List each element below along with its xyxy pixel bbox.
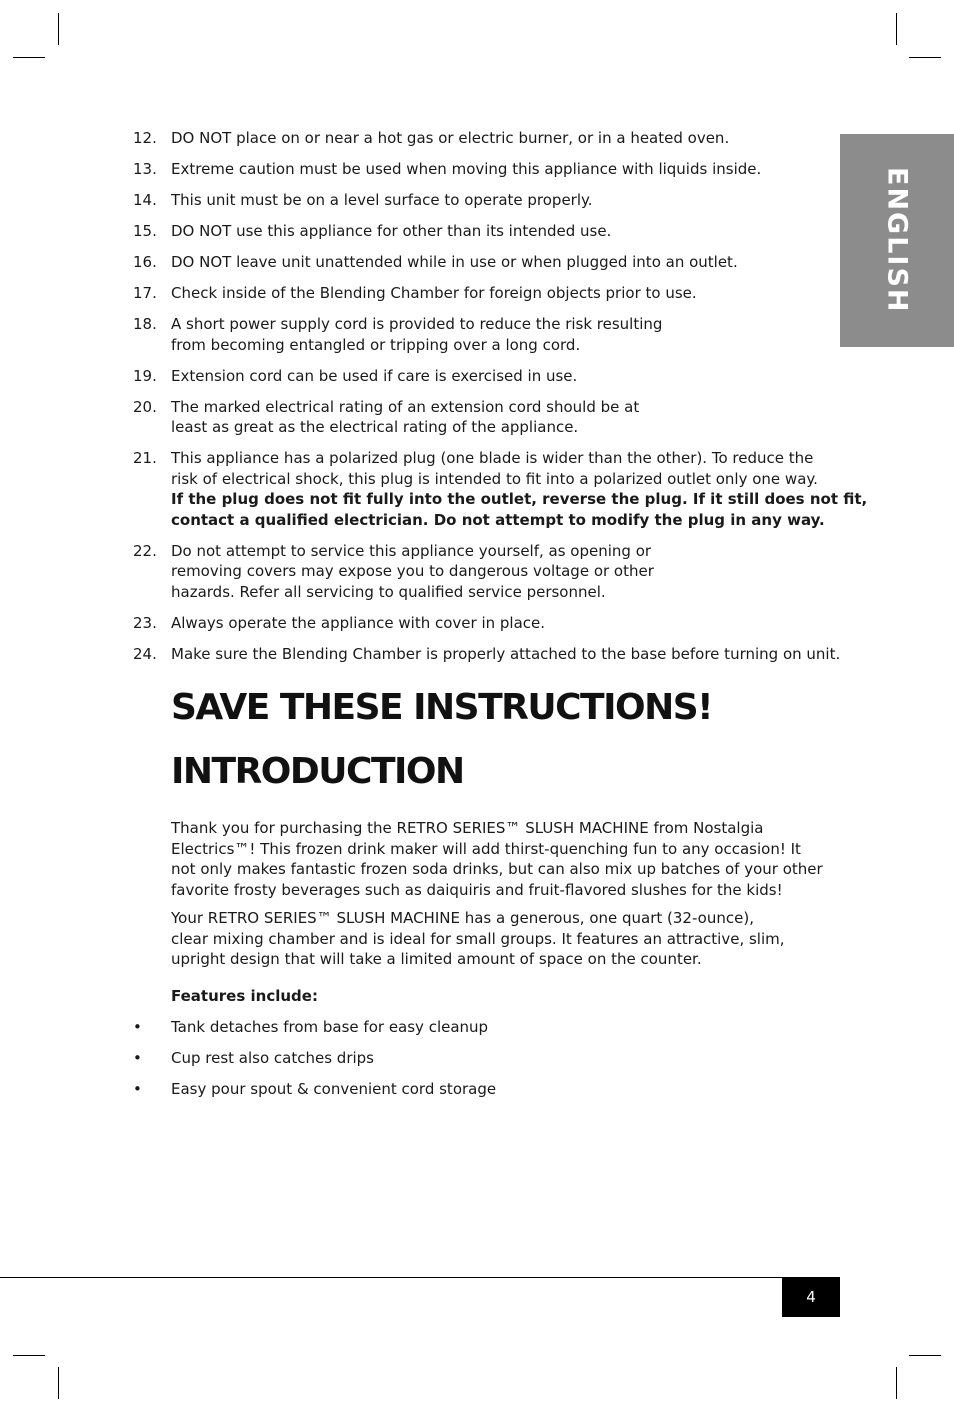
item-number: 23. — [133, 613, 157, 632]
introduction-text — [133, 818, 823, 970]
intro-line: Electrics™! This frozen drink maker will add thirst-quenching fun to any occasion! It — [171, 839, 801, 858]
intro-line: Your RETRO SERIES™ SLUSH MACHINE has a generous, one quart (32-ounce), — [171, 909, 754, 927]
item-text-line: The marked electrical rating of an extension cord should be at — [171, 397, 640, 416]
item-text-line: removing covers may expose you to dangerous voltage or other — [171, 562, 654, 580]
intro-line: upright design that will take a limited amount of space on the counter. — [171, 950, 702, 968]
crop-mark — [896, 13, 897, 45]
feature-item — [133, 1048, 813, 1068]
item-number: 19. — [133, 366, 157, 385]
item-text-line: Extreme caution must be used when moving this appliance with liquids inside. — [171, 160, 762, 178]
introduction-heading: INTRODUCTION — [171, 751, 464, 792]
item-text — [171, 128, 813, 149]
language-tab-label: ENGLISH — [881, 167, 913, 314]
item-text-line: Always operate the appliance with cover in place. — [171, 613, 546, 632]
features-list — [133, 1017, 813, 1099]
item-text-line: DO NOT place on or near a hot gas or electric burner, or in a heated oven. — [171, 129, 730, 147]
list-item — [133, 190, 813, 211]
list-item — [133, 314, 813, 355]
item-number: 21. — [133, 449, 157, 467]
feature-item — [133, 1079, 813, 1099]
item-text-line: from becoming entangled or tripping over a long cord. — [171, 335, 581, 354]
save-instructions-heading: SAVE THESE INSTRUCTIONS! — [171, 687, 713, 728]
item-warning-line: contact a qualified electrician. Do not attempt to modify the plug in any way. — [171, 510, 825, 529]
item-number: 14. — [133, 191, 157, 209]
item-text — [171, 190, 813, 211]
item-number: 17. — [133, 284, 157, 302]
item-text-line: This unit must be on a level surface to operate properly. — [171, 191, 593, 209]
crop-mark — [896, 1367, 897, 1399]
crop-mark — [13, 57, 45, 58]
item-text-line: least as great as the electrical rating of the appliance. — [171, 418, 579, 436]
bullet-icon: • — [133, 1079, 142, 1098]
bullet-icon: • — [133, 1048, 142, 1067]
bullet-icon: • — [133, 1017, 142, 1036]
footer-rule — [0, 1277, 840, 1278]
intro-line: not only makes fantastic frozen soda drinks, but can also mix up batches of your other — [171, 860, 823, 878]
intro-paragraph — [171, 818, 823, 900]
item-text — [171, 448, 867, 530]
item-number: 15. — [133, 222, 157, 240]
item-text — [171, 613, 813, 634]
item-number: 24. — [133, 644, 157, 663]
features-title: Features include: — [171, 986, 318, 1005]
item-text — [171, 644, 840, 665]
item-text — [171, 314, 813, 355]
page-number-box — [782, 1277, 840, 1317]
list-item — [133, 644, 841, 665]
crop-mark — [58, 13, 59, 45]
item-number: 12. — [133, 129, 157, 147]
feature-item — [133, 1017, 813, 1037]
item-text-line: A short power supply cord is provided to reduce the risk resulting — [171, 315, 663, 333]
item-text-line: This appliance has a polarized plug (one blade is wider than the other). To reduce the — [171, 449, 814, 467]
item-text — [171, 221, 813, 242]
intro-line: Thank you for purchasing the RETRO SERIES™ SLUSH MACHINE from Nostalgia — [171, 819, 764, 837]
crop-mark — [58, 1367, 59, 1399]
item-text — [171, 252, 813, 273]
item-number: 18. — [133, 315, 157, 333]
item-text-line: Extension cord can be used if care is exercised in use. — [171, 366, 578, 385]
list-item — [133, 252, 813, 273]
language-tab — [840, 134, 954, 347]
intro-paragraph — [171, 908, 813, 970]
item-text-line: Make sure the Blending Chamber is properly attached to the base before turning on unit. — [171, 644, 841, 663]
item-text-line: DO NOT leave unit unattended while in use or when plugged into an outlet. — [171, 253, 738, 271]
safety-instructions-list — [133, 128, 868, 664]
item-text-line: Do not attempt to service this appliance yourself, as opening or — [171, 541, 652, 560]
item-number: 20. — [133, 397, 157, 416]
item-text — [171, 541, 813, 603]
list-item — [133, 541, 813, 603]
page-content — [133, 128, 868, 1099]
page-number: 4 — [806, 1288, 816, 1306]
item-warning-line: If the plug does not fit fully into the outlet, reverse the plug. If it still does not fit, — [171, 490, 868, 508]
intro-line: favorite frosty beverages such as daiquiris and fruit-flavored slushes for the kids! — [171, 880, 783, 899]
list-item — [133, 448, 868, 530]
crop-mark — [13, 1355, 45, 1356]
item-text — [171, 283, 813, 304]
intro-line: clear mixing chamber and is ideal for small groups. It features an attractive, slim, — [171, 929, 785, 948]
item-text-line: hazards. Refer all servicing to qualified service personnel. — [171, 582, 606, 601]
feature-text: Easy pour spout & convenient cord storage — [171, 1079, 497, 1098]
item-number: 22. — [133, 541, 157, 560]
list-item — [133, 397, 813, 438]
item-number: 13. — [133, 160, 157, 178]
list-item — [133, 283, 813, 304]
list-item — [133, 613, 813, 634]
crop-mark — [909, 1355, 941, 1356]
list-item — [133, 128, 813, 149]
item-text-line: DO NOT use this appliance for other than its intended use. — [171, 222, 612, 240]
item-text — [171, 159, 813, 180]
item-text — [171, 366, 813, 387]
feature-text: Cup rest also catches drips — [171, 1048, 374, 1067]
crop-mark — [909, 57, 941, 58]
list-item — [133, 159, 813, 180]
list-item — [133, 366, 813, 387]
feature-text: Tank detaches from base for easy cleanup — [171, 1017, 489, 1036]
item-number: 16. — [133, 253, 157, 271]
list-item — [133, 221, 813, 242]
item-text-line: Check inside of the Blending Chamber for foreign objects prior to use. — [171, 284, 697, 302]
item-text-line: risk of electrical shock, this plug is intended to fit into a polarized outlet only one way. — [171, 469, 818, 488]
item-text — [171, 397, 813, 438]
